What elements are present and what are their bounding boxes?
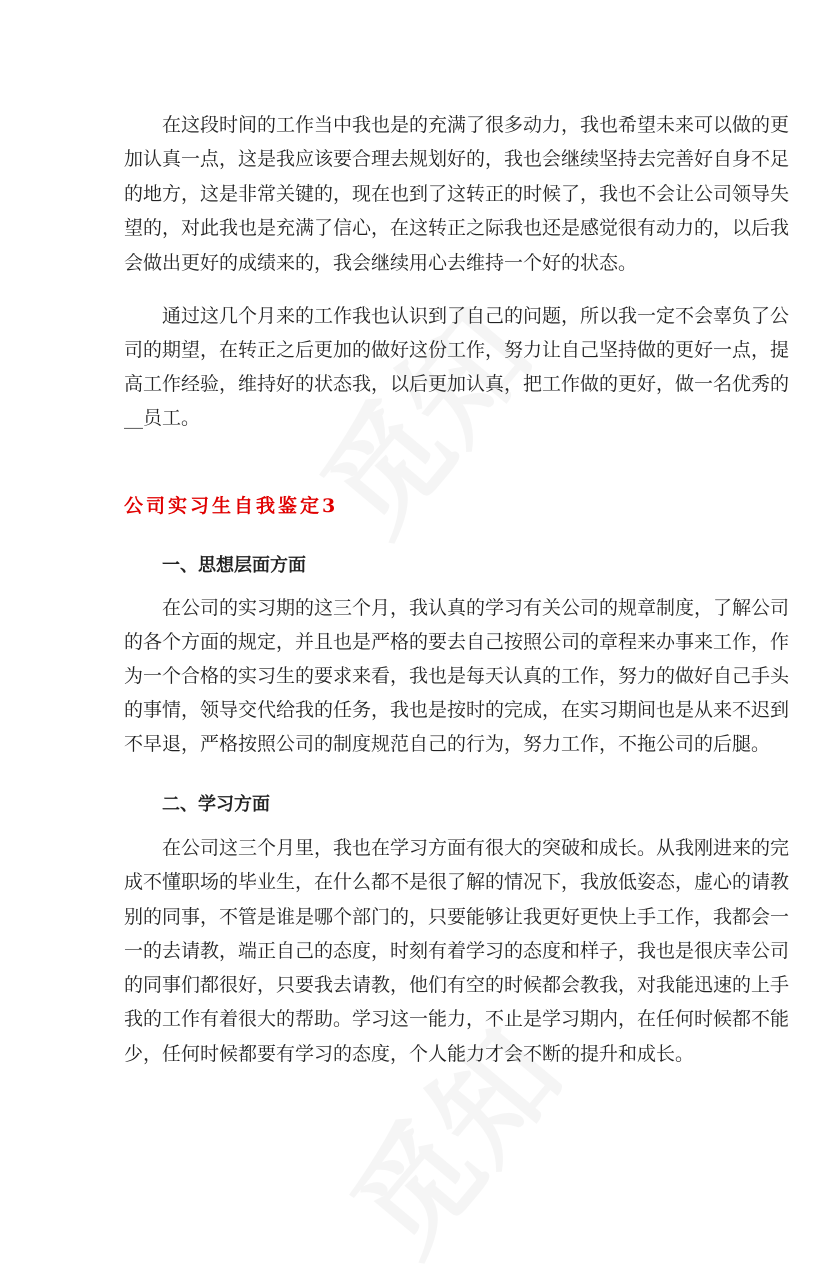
subheading-study: 二、学习方面: [162, 794, 270, 815]
text-line: 会做出更好的成绩来的，我会继续用心去维持一个好的状态。: [124, 252, 638, 274]
watermark: [307, 989, 593, 1283]
text-line: 在公司这三个月里，我也在学习方面有很大的突破和成长。从我刚进来的完: [162, 837, 790, 859]
text-line: 司的期望，在转正之后更加的做好这份工作，努力让自己坚持做的更好一点，提: [124, 339, 790, 361]
text-line: 少，任何时候都要有学习的态度，个人能力才会不断的提升和成长。: [124, 1043, 695, 1065]
text-line: 不早退，严格按照公司的制度规范自己的行为，努力工作，不拖公司的后腿。: [124, 733, 771, 755]
text-line: 的同事们都很好，只要我去请教，他们有空的时候都会教我，对我能迅速的上手: [124, 974, 790, 996]
text-line: 在公司的实习期的这三个月，我认真的学习有关公司的规章制度，了解公司: [162, 597, 790, 619]
text-line: 通过这几个月来的工作我也认识到了自己的问题，所以我一定不会辜负了公: [162, 305, 790, 327]
text-line: 一的去请教，端正自己的态度，时刻有着学习的态度和样子，我也是很庆幸公司: [124, 940, 790, 962]
text-line: 的各个方面的规定，并且也是严格的要去自己按照公司的章程来办事来工作，作: [124, 631, 790, 653]
text-line: __员工。: [124, 407, 201, 429]
text-line: 的地方，这是非常关键的，现在也到了这转正的时候了，我也不会让公司领导失: [124, 183, 790, 205]
text-line: 别的同事，不管是谁是哪个部门的，只要能够让我更好更快上手工作，我都会一: [124, 906, 790, 928]
text-line: 望的，对此我也是充满了信心，在这转正之际我也还是感觉很有动力的，以后我: [124, 217, 790, 239]
text-line: 高工作经验，维持好的状态我，以后更加认真，把工作做的更好，做一名优秀的: [124, 373, 790, 395]
text-line: 我的工作有着很大的帮助。学习这一能力，不止是学习期内，在任何时候都不能: [124, 1008, 790, 1030]
text-line: 成不懂职场的毕业生，在什么都不是很了解的情况下，我放低姿态，虚心的请教: [124, 871, 790, 893]
text-line: 在这段时间的工作当中我也是的充满了很多动力，我也希望未来可以做的更: [162, 114, 790, 136]
text-line: 加认真一点，这是我应该要合理去规划好的，我也会继续坚持去完善好自身不足: [124, 148, 790, 170]
subheading-thought: 一、思想层面方面: [162, 555, 306, 576]
section-title: 公司实习生自我鉴定3: [124, 495, 339, 517]
text-line: 为一个合格的实习生的要求来看，我也是每天认真的工作，努力的做好自己手头: [124, 665, 790, 687]
text-line: 的事情，领导交代给我的任务，我也是按时的完成，在实习期间也是从来不迟到: [124, 699, 790, 721]
